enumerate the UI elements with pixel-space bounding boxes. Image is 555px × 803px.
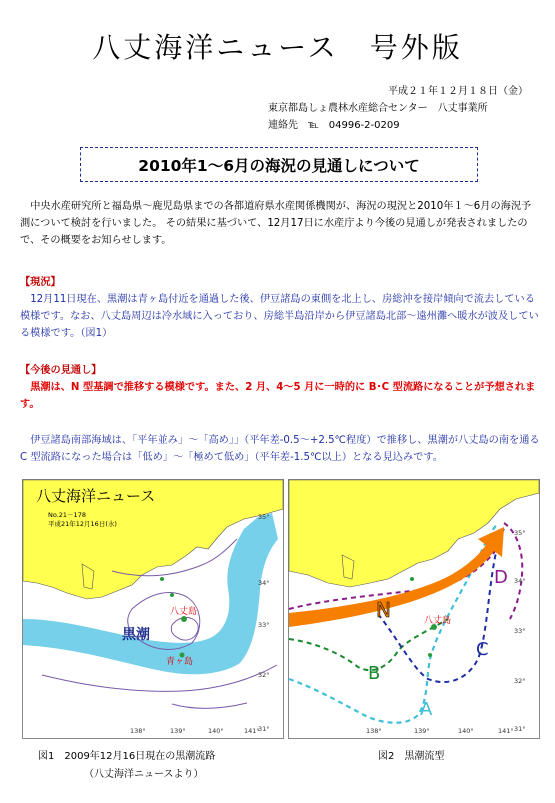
lon-tick: 141° xyxy=(244,727,260,735)
issue-date: 平成２１年１２月１８日（金） xyxy=(388,86,528,97)
lon-tick: 138° xyxy=(366,727,382,735)
lat-tick: 32° xyxy=(514,677,526,685)
figure1-issue-no: No.21－178 xyxy=(48,511,86,519)
label-kuroshio: 黒潮 xyxy=(122,627,150,643)
lat-tick: 34° xyxy=(514,577,526,585)
lat-tick: 33° xyxy=(514,627,526,635)
label-b: B xyxy=(368,663,381,684)
lat-tick: 34° xyxy=(258,579,270,587)
newsletter-title: 八丈海洋ニュース 号外版 xyxy=(92,31,463,64)
lat-tick: 35° xyxy=(514,529,526,537)
label-hachijo: 八丈島 xyxy=(424,616,452,626)
label-c: C xyxy=(476,639,489,660)
headline-box xyxy=(80,147,478,182)
outlook-text-blue: 伊豆諸島南部海域は、「平年並み」～「高め」」（平年差-0.5～+2.5℃程度）で推移し、黒潮が八丈島の南を通る C 型流路になった場合は「低め」～「極めて低め」（平年差-1.5℃以上）となる見込みです。 xyxy=(20,435,540,463)
figure1-source: （八丈海洋ニュースより） xyxy=(84,769,204,780)
figure1-map-title: 八丈海洋ニュース xyxy=(36,487,156,505)
lon-tick: 138° xyxy=(130,727,146,735)
figure1-issue-date: 平成21年12月16日(水) xyxy=(48,520,117,528)
organization: 東京都島しょ農林水産総合センター 八丈事業所 xyxy=(268,103,488,114)
intro-paragraph: 中央水産研究所と福島県～鹿児島県までの各都道府県水産関係機関が、海況の現況と2010年１～6月の海況予測について検討を行いました。 その結果に基づいて、12月17日に水産庁より今後の見通しが発表されましたので、その概要をお知らせします。 xyxy=(20,201,532,246)
lat-tick: 35° xyxy=(258,513,270,521)
island-marker xyxy=(170,593,174,597)
headline: 2010年1～6月の海況の見通しについて xyxy=(138,156,420,175)
lon-tick: 140° xyxy=(458,727,474,735)
lat-tick: 33° xyxy=(258,621,270,629)
figure1-map xyxy=(22,479,284,739)
lon-tick: 140° xyxy=(208,727,224,735)
outlook-text-red: 黒潮は、N 型基調で推移する模様です。また、2 月、4～5 月に一時的に B･C 型流路になることが予想されます。 xyxy=(20,382,536,410)
island-marker xyxy=(160,577,164,581)
lon-tick: 141° xyxy=(498,727,514,735)
figure2-caption: 図2 黒潮流型 xyxy=(378,751,445,762)
label-d: D xyxy=(494,567,508,588)
lat-tick: 32° xyxy=(258,671,270,679)
island-marker xyxy=(428,653,432,657)
label-a: A xyxy=(420,699,433,720)
figure1-caption: 図1 2009年12月16日現在の黒潮流路 xyxy=(38,751,216,762)
figure2-map xyxy=(288,479,540,739)
outlook-heading: 【今後の見通し】 xyxy=(20,365,102,376)
label-n: N xyxy=(376,598,391,622)
current-text: 12月11日現在、黒潮は青ヶ島付近を通過した後、伊豆諸島の東側を北上し、房総沖を接岸傾向で流去している模様です。なお、八丈島周辺は冷水域に入っており、房総半島沿岸から伊豆諸島北部～遠州灘へ暖水が波及している模様です。（図1） xyxy=(20,294,539,339)
lat-tick: 31° xyxy=(514,725,526,733)
lon-tick: 139° xyxy=(414,727,430,735)
lat-tick: 31° xyxy=(258,725,270,733)
current-heading: 【現況】 xyxy=(20,277,61,288)
lon-tick: 139° xyxy=(170,727,186,735)
contact-info: 連絡先 ℡ 04996-2-0209 xyxy=(268,120,400,131)
label-hachijo: 八丈島 xyxy=(170,607,198,617)
island-marker xyxy=(410,577,414,581)
label-aogashima: 青ヶ島 xyxy=(166,657,194,667)
